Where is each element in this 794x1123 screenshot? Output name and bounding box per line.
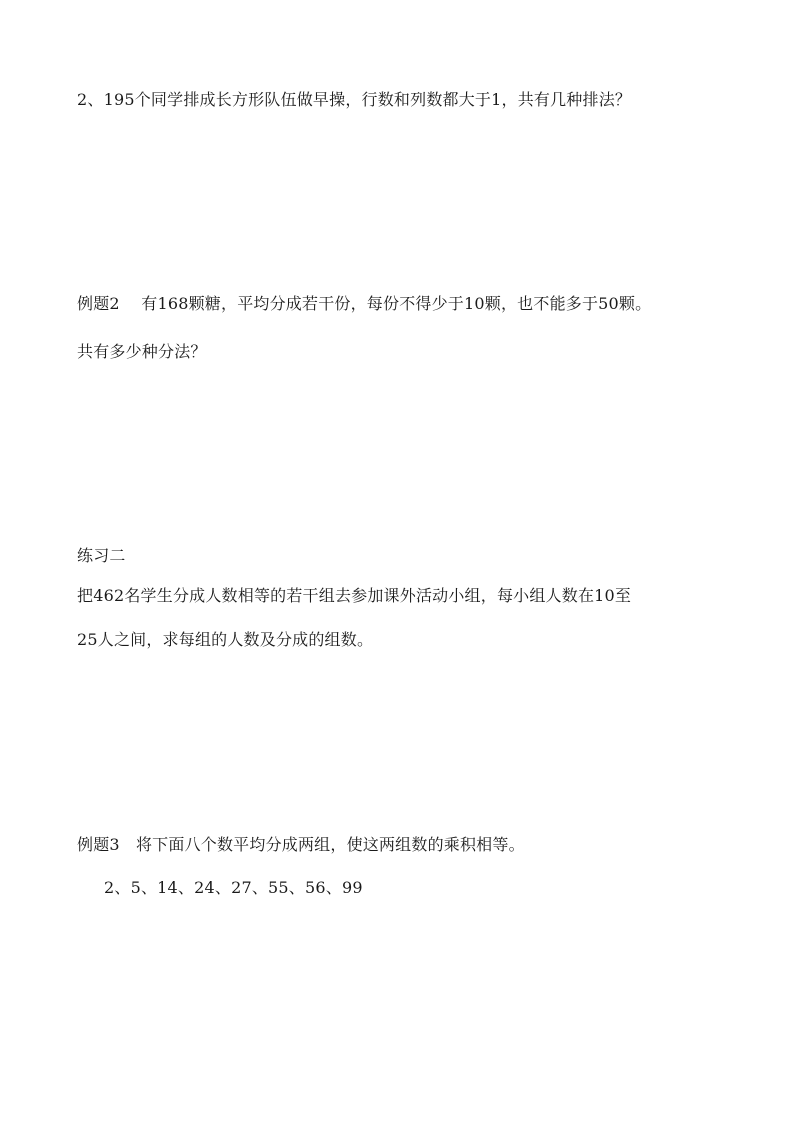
example-3-numbers: 2、5、14、24、27、55、56、99 xyxy=(104,878,363,897)
example-3-line-1: 例题3 将下面八个数平均分成两组，使这两组数的乘积相等。 xyxy=(77,835,525,854)
problem-2-text: 2、195个同学排成长方形队伍做早操，行数和列数都大于1，共有几种排法？ xyxy=(77,90,632,109)
example-2-line-1: 例题2 有168颗糖，平均分成若干份，每份不得少于10颗，也不能多于50颗。 xyxy=(77,294,652,313)
exercise-2-line-2: 25人之间，求每组的人数及分成的组数。 xyxy=(77,630,374,649)
example-2-line-2: 共有多少种分法？ xyxy=(77,342,207,361)
exercise-2-heading: 练习二 xyxy=(77,546,126,565)
exercise-2-line-1: 把462名学生分成人数相等的若干组去参加课外活动小组，每小组人数在10至 xyxy=(77,586,632,605)
